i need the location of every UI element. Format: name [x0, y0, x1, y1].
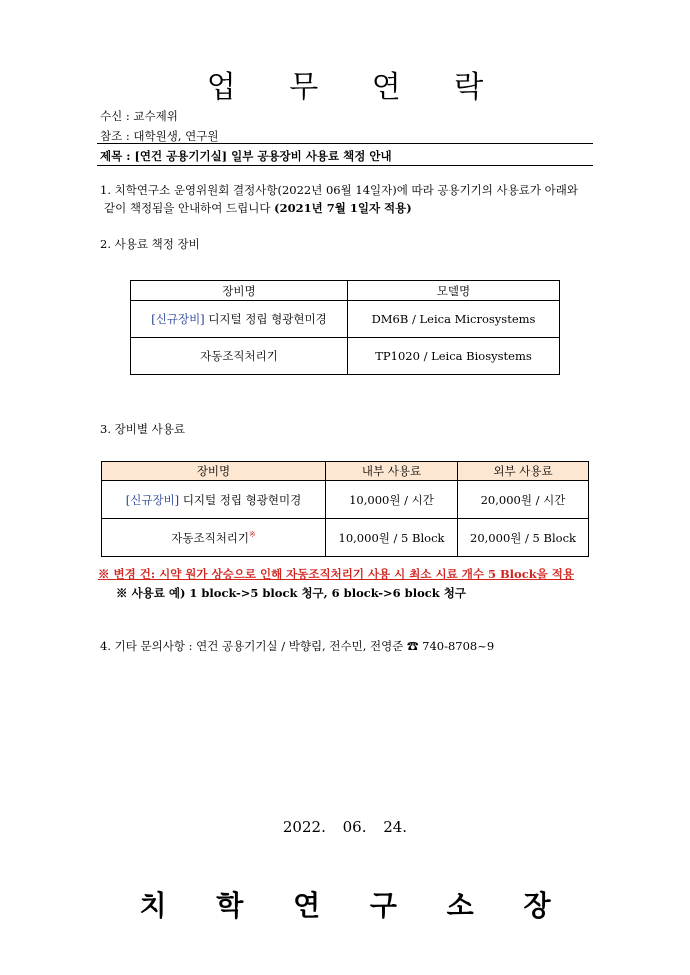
model-name-cell: TP1020 / Leica Biosystems	[348, 338, 560, 375]
external-fee-cell: 20,000원 / 시간	[458, 481, 589, 519]
header-model-name: 모델명	[348, 281, 560, 301]
section2-heading: 2. 사용료 책정 장비	[100, 237, 200, 251]
header-equipment-name: 장비명	[102, 462, 326, 481]
divider-top	[97, 143, 593, 144]
equipment-name-cell	[102, 481, 326, 519]
new-equipment-tag: [신규장비]	[151, 312, 205, 326]
model-name-cell: DM6B / Leica Microsystems	[348, 301, 560, 338]
signature: 치 학 연 구 소 장	[139, 889, 571, 922]
section1-paragraph	[100, 181, 600, 217]
table-row	[102, 481, 589, 519]
fee-example: ※ 사용료 예) 1 block->5 block 청구, 6 block->6 block 청구	[116, 586, 466, 600]
document-title: 업 무 연 락	[206, 70, 506, 105]
internal-fee-cell: 10,000원 / 시간	[326, 481, 458, 519]
equipment-name-cell	[102, 519, 326, 557]
fee-table-header	[102, 462, 589, 481]
document-date: 2022. 06. 24.	[282, 818, 408, 836]
equipment-name: 디지털 정립 형광현미경	[204, 312, 327, 326]
equipment-name: 자동조직처리기	[171, 530, 250, 545]
divider-bottom	[97, 165, 593, 166]
section4-contact: 4. 기타 문의사항 : 연건 공용기기실 / 박향림, 전수민, 전영준 ☎ 740-8708~9	[100, 639, 495, 653]
header-equipment-name: 장비명	[131, 281, 348, 301]
equipment-name-cell	[131, 301, 348, 338]
new-equipment-tag: [신규장비]	[125, 492, 180, 507]
equipment-name: 디지털 정립 형광현미경	[179, 492, 302, 507]
change-notice: ※ 변경 건: 시약 원가 상승으로 인해 자동조직처리기 사용 시 최소 시료 개수 5 Block을 적용	[98, 567, 575, 581]
recipient-line: 수신 : 교수제위	[100, 109, 178, 123]
external-fee-cell: 20,000원 / 5 Block	[458, 519, 589, 557]
section1-line1: 1. 치학연구소 운영위원회 결정사항(2022년 06월 14일자)에 따라 공용기기의 사용료가 아래와	[100, 183, 578, 197]
section1-line2	[100, 199, 600, 217]
fee-table	[101, 461, 589, 557]
internal-fee-cell: 10,000원 / 5 Block	[326, 519, 458, 557]
table-row	[131, 301, 560, 338]
equipment-name-cell: 자동조직처리기	[131, 338, 348, 375]
table-row	[131, 338, 560, 375]
section1-line2-text: 같이 책정됨을 안내하여 드립니다	[104, 201, 275, 215]
note-mark: ※	[249, 529, 256, 539]
equipment-table-header	[131, 281, 560, 301]
header-external-fee: 외부 사용료	[458, 462, 589, 481]
header-internal-fee: 내부 사용료	[326, 462, 458, 481]
section3-heading: 3. 장비별 사용료	[100, 422, 185, 436]
reference-line: 참조 : 대학원생, 연구원	[100, 129, 219, 143]
table-row	[102, 519, 589, 557]
equipment-table	[130, 280, 560, 375]
subject-line: 제목 : [연건 공용기기실] 일부 공용장비 사용료 책정 안내	[100, 149, 392, 163]
section1-effective-date: (2021년 7월 1일자 적용)	[274, 201, 412, 215]
